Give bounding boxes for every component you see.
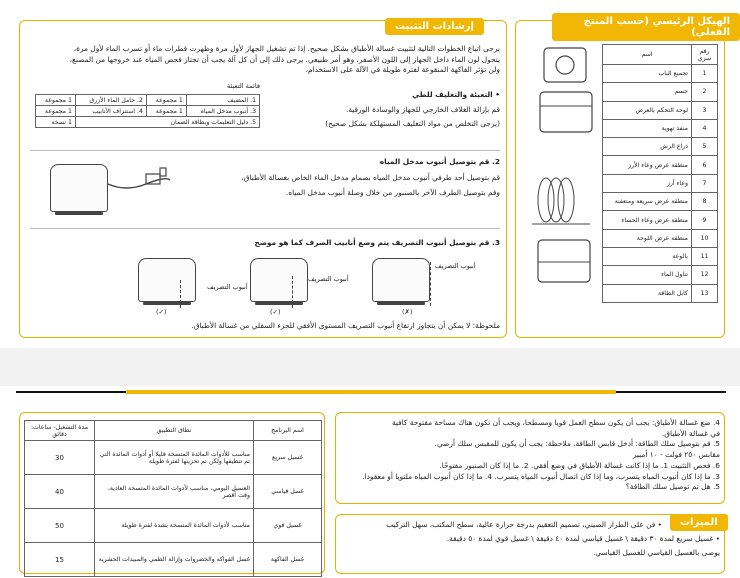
inlet-hose-illustration [106,166,176,196]
table-row [603,247,718,265]
part-name: وعاء أرز [603,174,692,192]
program-name: غسيل سريع [254,441,322,475]
table-row [25,475,322,509]
drain-hose-line [292,276,293,308]
page-gap [0,348,740,386]
program-scope: مناسب للأدوات المائدة المتسخة قليلا أو أدوات المائدة التي تم تنظيفها ولكن تم تخزينها لفترة طويلة [95,441,254,475]
part-number: 9 [692,211,718,229]
steps-text [342,418,720,493]
drain-hose-label: أنبوب التصريف [207,283,248,291]
program-scope: مناسب لأدوات المائدة المتسخة بشدة لفترة طويلة [95,509,254,543]
drain-hose-line [430,262,431,306]
header-duration: مدة التشغيل- ساعات: دقائق [25,421,95,441]
table-row [603,101,718,119]
program-duration: 50 [25,509,95,543]
step-6-line-2: 3. ما إذا كان أنبوب المياه يتسرب، وما إذا كان اتصال أنبوب المياه يتسرب. 4. ما إذا كان أنبوب المياه ملتويا أو معقودا. [362,471,720,481]
features-line-2: • غسيل سريع لمدة ٣٠ دقيقة \ غسيل قياسي لمدة ٤٠ دقيقة \ غسيل قوي لمدة ٥٠ دقيقة. [446,534,720,543]
check-mark: (✓) [270,308,281,316]
part-number: 8 [692,193,718,211]
check-mark: (✓) [156,308,167,316]
features-text [342,520,662,531]
table-row [25,543,322,577]
structure-title: الهيكل الرئيسي (حسب المنتج الفعلي) [552,13,740,41]
program-table [24,420,322,577]
packing-list-table [35,94,260,128]
step-4-line-2: في غسالة الأطباق. [661,428,720,438]
packing-cell: 1 مجموعة [36,106,76,117]
step-3-title: 3. قم بتوصيل أنبوب التصريف يتم وضع أنابيب الصرف كما هو موضح [254,238,500,247]
part-number: 12 [692,266,718,284]
part-number: 11 [692,247,718,265]
part-name: جسم [603,83,692,101]
part-number: 10 [692,229,718,247]
page-rule-middle [126,390,616,394]
drain-hose-label: أنبوب التصريف [308,275,349,283]
features-title: الميزات [670,514,728,531]
features-line-1: • فن على الطراز الصيني، تصميم التعقيم بدرجة حرارة عالية، سطح المكتب، سهل التركيب [386,520,662,529]
program-name: غسل الفاكهة [254,543,322,577]
header-name: اسم [603,45,692,65]
packing-cell: 4. استنزاف الأنابيب [75,106,146,117]
install-note: ملحوظة: لا يمكن أن يتجاوز ارتفاع أنبوب التصريف المستوى الأفقي للجزء السفلي من غسالة الأطباق. [191,321,500,330]
table-row [603,119,718,137]
part-number: 13 [692,284,718,302]
part-name: كابل الطاقة [603,284,692,302]
part-name: منفذ تهوية [603,119,692,137]
part-name: تجميع الباب [603,65,692,83]
intro-line-2: يتحول لون الماء داخل الجهاز إلى اللون الأصفر، وهو أمر طبيعي. يرجى ذلك إلى أن كل آلة يجب أن تجتاز فحص المياه عند خروجها من المصنع، [69,54,500,64]
packing-cell: 1. المضيف [186,95,259,106]
program-name: غسل قياسي [254,475,322,509]
table-row [603,211,718,229]
program-duration: 40 [25,475,95,509]
table-row [603,266,718,284]
part-number: 1 [692,65,718,83]
program-duration: 15 [25,543,95,577]
table-row [603,65,718,83]
part-name: تناول الماء [603,266,692,284]
drain-hose-label: أنبوب التصريف [435,262,476,270]
header-scope: نطاق التطبيق [95,421,254,441]
packaging-notes [262,90,500,130]
header-program: اسم البرنامج [254,421,322,441]
drain-diagram-1 [138,258,196,302]
packaging-line-1: قم بإزالة الغلاف الخارجي للجهاز والوسادة الورقية. [345,104,500,114]
program-duration: 30 [25,441,95,475]
table-row [25,441,322,475]
program-header-row [25,421,322,441]
table-row [603,83,718,101]
drain-diagram-3 [372,258,430,302]
packaging-heading: • التعبئة والتغليف للطي [412,90,500,99]
packing-row [36,117,260,128]
packing-cell: 1 نسخة [36,117,76,128]
install-intro [30,44,500,76]
cross-mark: (✗) [402,308,413,316]
packing-row [36,106,260,117]
page-rule-right [616,391,726,393]
part-name: منطقة عرض وعاء الأرز [603,156,692,174]
structure-header-row [603,45,718,65]
step-5-line-2: مقابس ٢٥٠ فولت - ١٠ أمبير [632,450,720,460]
part-number: 5 [692,138,718,156]
part-name: لوحة التحكم بالعرض [603,101,692,119]
table-row [25,509,322,543]
features-text-2 [342,534,720,558]
packing-cell: 1 مجموعة [146,95,186,106]
table-row [603,138,718,156]
part-number: 2 [692,83,718,101]
features-line-3: يوصى بالغسيل القياسي للغسيل القياسي. [592,547,720,557]
part-number: 7 [692,174,718,192]
page-rule-left [16,391,126,393]
packing-cell: 1 مجموعة [146,106,186,117]
part-number: 6 [692,156,718,174]
step-4-line-1: 4. ضع غسالة الأطباق: يجب أن يكون سطح العمل قويا ومسطحا، ويجب أن تكون هناك مساحة مفتوحة كافية [391,418,720,427]
table-row [603,193,718,211]
packing-row [36,95,260,106]
table-row [603,284,718,302]
table-row [603,156,718,174]
part-name: منطقة عرض اللوحة [603,229,692,247]
step-2-title: 2. قم بتوصيل أنبوب مدخل المياه [379,157,500,166]
packing-cell: 1 مجموعة [36,95,76,106]
step-5-line-1: 5. قم بتوصيل سلك الطاقة: أدخل قابس الطاقة. ملاحظة: يجب أن يكون للمقبس سلك أرضي. [434,439,720,449]
program-name: غسيل قوي [254,509,322,543]
packing-list-title: قائمة التعبئة [227,82,260,90]
part-name: بالوعة [603,247,692,265]
packing-cell: 3. أنبوب مدخل المياه [186,106,259,117]
packaging-line-2: (يرجى التخلص من مواد التغليف المستهلكة بشكل صحيح) [325,119,500,129]
program-scope: الغسيل اليومي، مناسب لأدوات المائدة المتسخة العادية، وقت أقصر [95,475,254,509]
part-name: منطقة عرض وعاء الحساء [603,211,692,229]
part-name: ذراع الرش [603,138,692,156]
dishwasher-illustration [50,164,108,212]
step-2-line-1: قم بتوصيل أحد طرفي أنبوب مدخل المياه بصمام مدخل الماء الخاص بغسالة الأطباق، [241,172,500,182]
section-divider [30,228,500,229]
intro-line-3: ولن تؤثر الفاكهة المنقوعة لفترة طويلة في الآلة على الاستخدام، [305,65,500,75]
table-row [603,174,718,192]
part-name: منطقة عرض سريعة ومتعفنة [603,193,692,211]
header-number: رقم سري [692,45,718,65]
step-6-line-3: 5. هل تم توصيل سلك الطاقة؟ [625,482,720,492]
packing-cell: 5. دليل التعليمات وبطاقة الضمان [75,117,259,128]
drain-diagram-2 [250,258,308,302]
section-divider [30,150,500,151]
step-2-line-2: وقم بتوصيل الطرف الآخر بالصنبور من خلال وصلة أنبوب مدخل المياه. [285,188,500,198]
program-scope: غسل الفواكه والخضروات وإزالة الطمي والمبيدات الحشرية [95,543,254,577]
step-2 [200,157,500,199]
drain-hose-line [180,280,181,308]
part-number: 3 [692,101,718,119]
intro-line-1: يرجى اتباع الخطوات التالية لتثبيت غسالة الأطباق بشكل صحيح. إذا تم تشغيل الجهاز لأول مرة وظهرت قطرات ماء أو تسرب الماء لأول مرة، [73,44,500,53]
installation-title: إرشادات التثبيت [385,18,484,35]
table-row [603,229,718,247]
part-number: 4 [692,119,718,137]
product-exploded-illustration [522,40,600,300]
packing-cell: 2. حامل الماء الأزرق [75,95,146,106]
structure-table [602,44,718,303]
step-6-line-1: 6. فحص التثبيت 1. ما إذا كانت غسالة الأطباق في وضع أفقي. 2. ما إذا كان الصنبور مفتوحًا. [439,460,720,470]
